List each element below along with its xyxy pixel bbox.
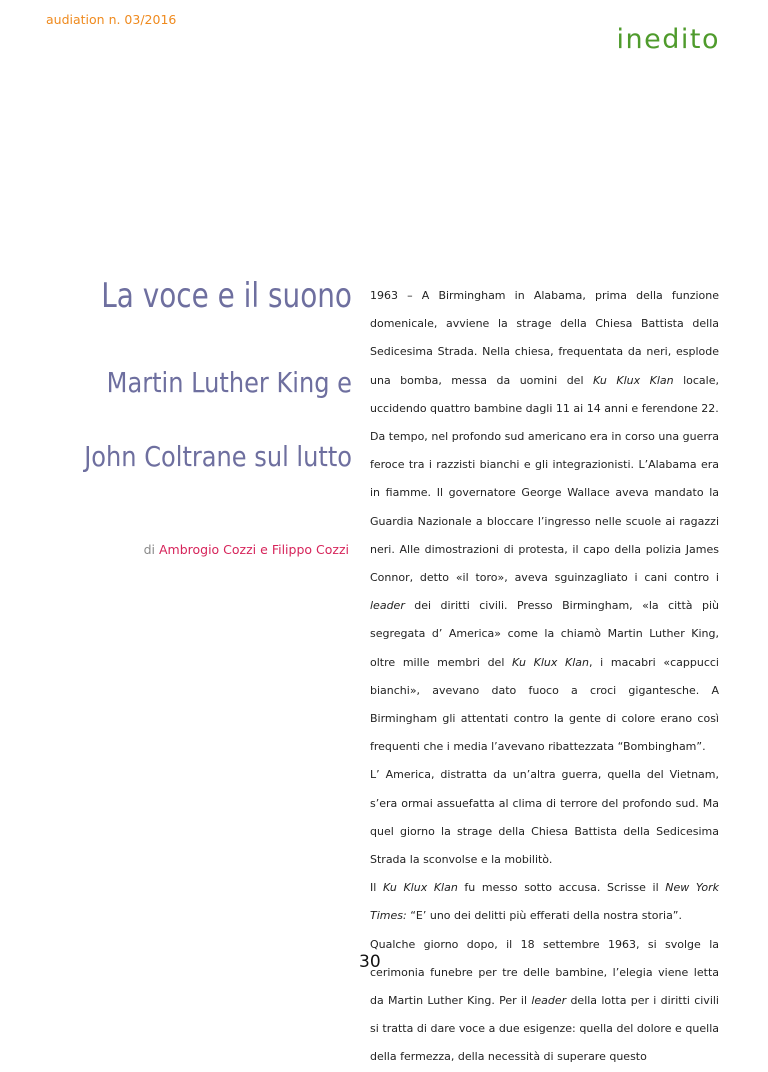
issue-label: audiation n. 03/2016 <box>46 12 177 27</box>
p1-text-b: locale, uccidendo quattro bambine dagli 11 ai 14 anni e ferendone 22. <box>370 373 719 415</box>
paragraph-1 <box>370 282 719 423</box>
article-title: La voce e il suono <box>101 276 352 316</box>
section-label: inedito <box>616 24 720 55</box>
article-body <box>370 282 719 1072</box>
paragraph-2 <box>370 423 719 761</box>
paragraph-4 <box>370 874 719 930</box>
article-subtitle-line1: Martin Luther King e <box>106 366 352 399</box>
paragraph-5 <box>370 931 719 1072</box>
p2-leader: leader <box>370 599 405 613</box>
p5-text-b: della lotta per i diritti civili si tratta di dare voce a due esigenze: quella del dolore e quella della fermezza, della necessità di superare questo <box>370 994 719 1064</box>
page-number: 30 <box>359 952 381 972</box>
p4-kkk: Ku Klux Klan <box>382 881 458 895</box>
byline <box>0 542 349 557</box>
byline-prefix: di <box>143 542 155 557</box>
p4-text-b: fu messo sotto accusa. Scrisse il <box>457 881 666 895</box>
p5-text-a: Qualche giorno dopo, il 18 settembre 1963, si svolge la cerimonia funebre per tre delle bambine, l’elegia viene letta da Martin Luther King. Per il <box>370 937 719 1008</box>
author-filippo: Filippo Cozzi <box>271 542 349 557</box>
p2-kkk: Ku Klux Klan <box>512 655 590 669</box>
p2-text-a: Da tempo, nel profondo sud americano era in corso una guerra feroce tra i razzisti bianchi e gli integrazionisti. L’Alabama era in fiamme. Il governatore George Wallace aveva mandato la Guardia Nazionale a bloccare l’ingresso nelle scuole ai ragazzi neri. Alle dimostrazioni di protesta, il capo della polizia James Connor, detto «il toro», aveva sguinzagliato i cani contro i <box>370 430 719 585</box>
article-subtitle-line2: John Coltrane sul lutto <box>84 440 352 473</box>
p4-nyt: New York Times: <box>370 881 720 923</box>
p4-text-a: Il <box>370 881 383 895</box>
p5-leader: leader <box>531 994 567 1008</box>
author-ambrogio: Ambrogio Cozzi <box>158 542 257 557</box>
p1-kkk: Ku Klux Klan <box>593 373 674 387</box>
byline-conjunction: e <box>260 542 268 557</box>
p2-text-b: dei diritti civili. Presso Birmingham, «la città più segregata d’ America» come la chiamò Martin Luther King, oltre mille membri del <box>370 599 719 669</box>
p1-text-a: 1963 – A Birmingham in Alabama, prima della funzione domenicale, avviene la strage della Chiesa Battista della Sedicesima Strada. Nella chiesa, frequentata da neri, esplode una bomba, messa da uomini del <box>370 289 719 387</box>
p2-text-c: , i macabri «cappucci bianchi», avevano dato fuoco a croci gigantesche. A Birmingham gli attentati contro la gente di colore erano così frequenti che i media l’avevano ribattezzata “Bombingham”. <box>370 655 719 754</box>
p4-text-c: “E’ uno dei delitti più efferati della nostra storia”. <box>406 909 682 923</box>
paragraph-3: L’ America, distratta da un’altra guerra, quella del Vietnam, s’era ormai assuefatta al clima di terrore del profondo sud. Ma quel giorno la strage della Chiesa Battista della Sedicesima Strada la sconvolse e la mobilitò. <box>370 768 719 867</box>
